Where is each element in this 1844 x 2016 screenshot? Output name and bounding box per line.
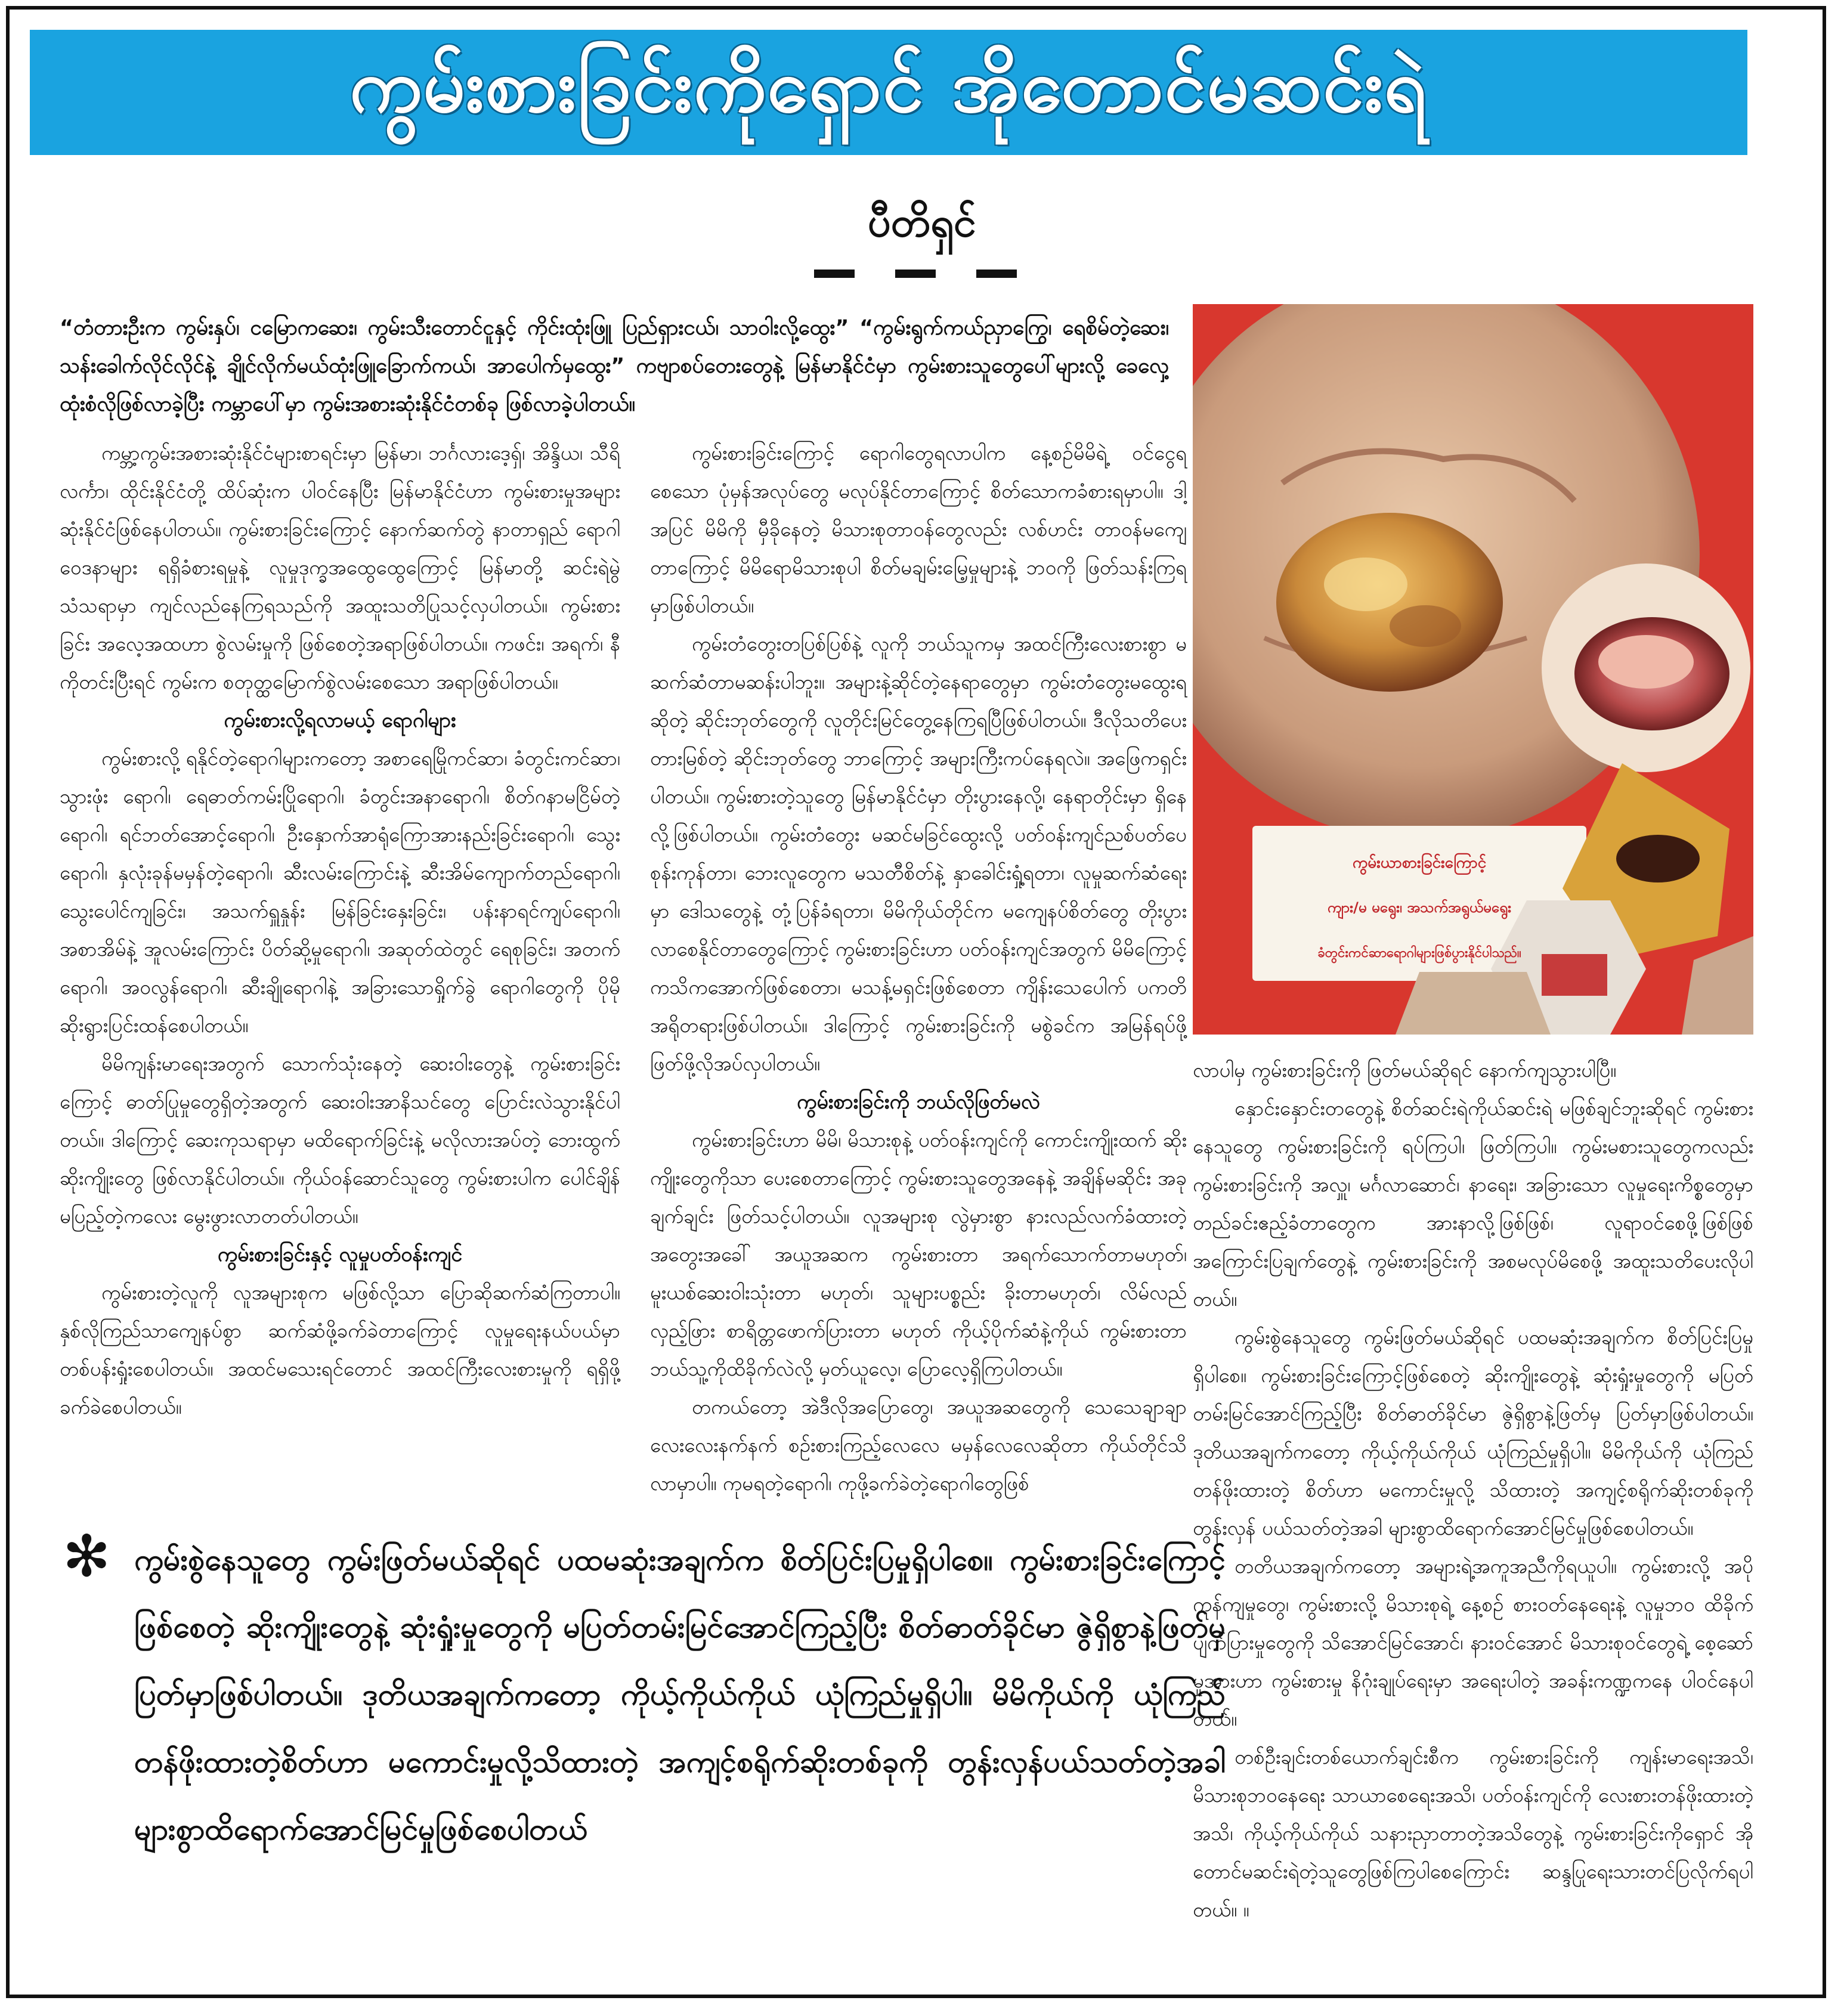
title-banner xyxy=(30,30,1747,155)
byline-underline xyxy=(814,270,1017,281)
paragraph: ကွမ်းစားလို့ ရနိုင်တဲ့ရောဂါများကတော့ အစာရေမြိုကင်ဆာ၊ ခံတွင်းကင်ဆာ၊ သွားဖုံး ရောဂါ၊ ရေဓာတ်ကမ်းပြိုရောဂါ၊ ခံတွင်းအနာရောဂါ၊ စိတ်ဂနာမငြိမ်တဲ့ရောဂါ၊ ရင်ဘတ်အောင့်ရောဂါ၊ ဦးနှောက်အာရုံကြောအားနည်းခြင်းရောဂါ၊ သွေးရောဂါ၊ နှလုံးခုန်မမှန်တဲ့ရောဂါ၊ ဆီးလမ်းကြောင်းနဲ့ ဆီးအိမ်ကျောက်တည်ရောဂါ၊ သွေးပေါင်ကျခြင်း၊ အသက်ရှူနှုန်း မြန်ခြင်းနှေးခြင်း၊ ပန်းနာရင်ကျပ်ရောဂါ၊ အစာအိမ်နဲ့ အူလမ်းကြောင်း ပိတ်ဆို့မှုရောဂါ၊ အဆုတ်ထဲတွင် ရေစုခြင်း၊ အတက်ရောဂါ၊ အဝလွန်ရောဂါ၊ ဆီးချိုရောဂါနဲ့ အခြားသောရှိုက်ခွဲ ရောဂါတွေကို ပိုမိုဆိုးရွားပြင်းထန်စေပါတယ်။ xyxy=(60,747,620,1037)
section-heading: ကွမ်းစားလို့ရလာမယ့် ရောဂါများ xyxy=(224,708,456,732)
intro-paragraph: “တံတားဦးက ကွမ်းနှပ်၊ ငမြောကဆေး၊ ကွမ်းသီးတောင်ငူနှင့် ကိုင်းထုံးဖြူ ပြည်ရှားငယ်၊ သာဝါးလို့ထွေး” “ကွမ်းရွက်ကယ်ညှာကြွေ၊ ရေစိမ်တဲ့ဆေး၊ သန်းခေါက်လိုင်လိုင်နဲ့ ချိုင်လိုက်မယ်ထုံးဖြူခြောက်ကယ်၊ အာပေါက်မှထွေး” ကဗျာစပ်တေးတွေနဲ့ မြန်မာနိုင်ငံမှာ ကွမ်းစားသူတွေပေါ်များလို့ ခေလှေ့ထုံးစံလိုဖြစ်လာခဲ့ပြီး ကမ္ဘာပေါ်မှာ ကွမ်းအစားဆုံးနိုင်ငံတစ်ခု ဖြစ်လာခဲ့ပါတယ်။ xyxy=(60,316,1169,416)
paragraph: ကွမ်းစားခြင်းဟာ မိမိ၊ မိသားစုနဲ့ ပတ်ဝန်းကျင်ကို ကောင်းကျိုးထက် ဆိုးကျိုးတွေကိုသာ ပေးစေတာကြောင့် ကွမ်းစားသူတွေအနေနဲ့ အချိန်မဆိုင်း အခုချက်ချင်း ဖြတ်သင့်ပါတယ်။ လူအများစု လွဲမှားစွာ နားလည်လက်ခံထားတဲ့ အတွေးအခေါ် အယူအဆက ကွမ်းစားတာ အရက်သောက်တာမဟုတ်၊ မူးယစ်ဆေးဝါးသုံးတာ မဟုတ်၊ သူများပစ္စည်း ခိုးတာမဟုတ်၊ လိမ်လည်လှည့်ဖြား စာရိတ္တဖောက်ပြားတာ မဟုတ် ကိုယ့်ပိုက်ဆံနဲ့ကိုယ် ကွမ်းစားတာ ဘယ်သူ့ကိုထိခိုက်လဲလို့ မှတ်ယူလေ့၊ ပြောလေ့ရှိကြပါတယ်။ xyxy=(650,1128,1187,1380)
poster-line-1: ကွမ်းယာစားခြင်းကြောင့် xyxy=(1352,854,1487,872)
paragraph: ကွမ်းတံတွေးတပြစ်ပြစ်နဲ့ လူကို ဘယ်သူကမှ အထင်ကြီးလေးစားစွာ မဆက်ဆံတာမဆန်းပါဘူး။ အများနဲ့ဆိုင်တဲ့နေရာတွေမှာ ကွမ်းတံတွေးမထွေးရဆိုတဲ့ ဆိုင်းဘုတ်တွေကို လူတိုင်းမြင်တွေ့နေကြရပြီဖြစ်ပါတယ်။ ဒီလိုသတိပေးတားမြစ်တဲ့ ဆိုင်းဘုတ်တွေ ဘာကြောင့် အများကြီးကပ်နေရလဲ။ အဖြေကရှင်းပါတယ်။ ကွမ်းစားတဲ့သူတွေ မြန်မာနိုင်ငံမှာ တိုးပွားနေလို့၊ နေရာတိုင်းမှာ ရှိနေလို့ဖြစ်ပါတယ်။ ကွမ်းတံတွေး မဆင်မခြင်ထွေးလို့ ပတ်ဝန်းကျင်ညစ်ပတ်ပေစုန်းကုန်တာ၊ ဘေးလူတွေက မသတီစိတ်နဲ့ နှာခေါင်းရှုံ့ရတာ၊ လူမှုဆက်ဆံရေးမှာ ဒေါသတွေနဲ့ တုံ့ပြန်ခံရတာ၊ မိမိကိုယ်တိုင်က မကျေနပ်စိတ်တွေ တိုးပွားလာစေနိုင်တာတွေကြောင့် ကွမ်းစားခြင်းဟာ ပတ်ဝန်းကျင်အတွက် မိမိကြောင့် ကသိကအောက်ဖြစ်စေတာ၊ မသန့်မရှင်းဖြစ်စေတာ ကျိန်းသေပေါက် ပကတိအရိုတရားဖြစ်ပါတယ်။ ဒါကြောင့် ကွမ်းစားခြင်းကို မစွဲခင်က အမြန်ရပ်ဖို့ ဖြတ်ဖို့လိုအပ်လှပါတယ်။ xyxy=(650,632,1187,1075)
paragraph: နှောင်းနှောင်းတတွေနဲ့ စိတ်ဆင်းရဲကိုယ်ဆင်းရဲ မဖြစ်ချင်ဘူးဆိုရင် ကွမ်းစားနေသူတွေ ကွမ်းစားခြင်းကို ရပ်ကြပါ၊ ဖြတ်ကြပါ။ ကွမ်းမစားသူတွေကလည်း ကွမ်းစားခြင်းကို အလှူ၊ မင်္ဂလာဆောင်၊ နာရေး၊ အခြားသော လူမှုရေးကိစ္စတွေမှာ တည်ခင်းဧည့်ခံတာတွေက အားနာလို့ဖြစ်ဖြစ်၊ လူရာဝင်စေဖို့ဖြစ်ဖြစ် အကြောင်းပြချက်တွေနဲ့ ကွမ်းစားခြင်းကို အစမလုပ်မိစေဖို့ အထူးသတိပေးလိုပါတယ်။ xyxy=(1193,1097,1753,1311)
paragraph: ကွမ်းစွဲနေသူတွေ ကွမ်းဖြတ်မယ်ဆိုရင် ပထမဆုံးအချက်က စိတ်ပြင်းပြမှုရှိပါစေ။ ကွမ်းစားခြင်းကြောင့်ဖြစ်စေတဲ့ ဆိုးကျိုးတွေနဲ့ ဆုံးရှုံးမှုတွေကို မပြတ်တမ်းမြင်အောင်ကြည့်ပြီး စိတ်ဓာတ်ခိုင်မာ ဇွဲရှိစွာနဲ့ဖြတ်မှ ပြတ်မှာဖြစ်ပါတယ်။ ဒုတိယအချက်ကတော့ ကိုယ့်ကိုယ်ကိုယ် ယုံကြည်မှုရှိပါ။ မိမိကိုယ်ကို ယုံကြည်တန်ဖိုးထားတဲ့ စိတ်ဟာ မကောင်းမှုလို့ သိထားတဲ့ အကျင့်စရိုက်ဆိုးတစ်ခုကို တွန်းလှန် ပယ်သတ်တဲ့အခါ များစွာထိရောက်အောင်မြင်မှုဖြစ်စေပါတယ်။ xyxy=(1193,1326,1753,1540)
paragraph: ကမ္ဘာ့ကွမ်းအစားဆုံးနိုင်ငံများစာရင်းမှာ မြန်မာ၊ ဘင်္ဂလားဒေ့ရှ်၊ အိန္ဒိယ၊ သီရိလင်္ကာ၊ ထိုင်းနိုင်ငံတို့ ထိပ်ဆုံးက ပါဝင်နေပြီး မြန်မာနိုင်ငံဟာ ကွမ်းစားမှုအများဆုံးနိုင်ငံဖြစ်နေပါတယ်။ ကွမ်းစားခြင်းကြောင့် နောက်ဆက်တွဲ နာတာရှည် ရောဂါဝေဒနာများ ရရှိခံစားရမှုနဲ့ လူမှုဒုက္ခအထွေထွေကြောင့် မြန်မာတို့ ဆင်းရဲမွဲသံသရာမှာ ကျင်လည်နေကြရသည်ကို အထူးသတိပြုသင့်လှပါတယ်။ ကွမ်းစားခြင်း အလေ့အထဟာ စွဲလမ်းမှုကို ဖြစ်စေတဲ့အရာဖြစ်ပါတယ်။ ကဖင်း၊ အရက်၊ နီကိုတင်းပြီးရင် ကွမ်းက စတုတ္ထမြောက်စွဲလမ်းစေသော အရာဖြစ်ပါတယ်။ xyxy=(60,441,620,693)
oral-cancer-photo xyxy=(1193,304,1753,1035)
author-name: ပီတိရှင် xyxy=(868,199,976,246)
byline xyxy=(0,197,1844,256)
section-heading: ကွမ်းစားခြင်းကို ဘယ်လိုဖြတ်မလဲ xyxy=(797,1090,1040,1114)
paragraph: တတိယအချက်ကတော့ အများရဲ့အကူအညီကိုရယူပါ။ ကွမ်းစားလို့ အပိုကုန်ကျမှုတွေ၊ ကွမ်းစားလို့ မိသားစုရဲ့ နေ့စဉ် စားဝတ်နေရေးနဲ့ လူမှုဘဝ ထိခိုက်ပျက်ပြားမှုတွေကို သိအောင်မြင်အောင်၊ နားဝင်အောင် မိသားစုဝင်တွေရဲ့ စေ့ဆော်မှုအားဟာ ကွမ်းစားမှု နိဂုံးချုပ်ရေးမှာ အရေးပါတဲ့ အခန်းကဏ္ဍကနေ ပါဝင်နေပါတယ်။ xyxy=(1193,1554,1753,1730)
paragraph: တစ်ဦးချင်းတစ်ယောက်ချင်းစီက ကွမ်းစားခြင်းကို ကျန်းမာရေးအသိ၊ မိသားစုဘဝနေရေး သာယာစေရေးအသိ၊ ပတ်ဝန်းကျင်ကို လေးစားတန်ဖိုးထားတဲ့အသိ၊ ကိုယ့်ကိုယ်ကိုယ် သနားညှာတာတဲ့အသိတွေနဲ့ ကွမ်းစားခြင်းကိုရှောင် အိုတောင်မဆင်းရဲတဲ့သူတွေဖြစ်ကြပါစေကြောင်း ဆန္ဒပြုရေးသားတင်ပြလိုက်ရပါတယ်။ ။ xyxy=(1193,1745,1753,1921)
poster-line-3: ခံတွင်းကင်ဆာရောဂါများဖြစ်ပွားနိုင်ပါသည်။ xyxy=(1317,946,1521,961)
paragraph: ကွမ်းစားခြင်းကြောင့် ရောဂါတွေရလာပါက နေ့စဉ်မိမိရဲ့ ဝင်ငွေရစေသော ပုံမှန်အလုပ်တွေ မလုပ်နိုင်တာကြောင့် စိတ်သောကခံစားရမှာပါ။ ဒါ့အပြင် မိမိကို မှီခိုနေတဲ့ မိသားစုတာဝန်တွေလည်း လစ်ဟင်း တာဝန်မကျေတာကြောင့် မိမိရောမိသားစုပါ စိတ်မချမ်းမြေ့မှုများနဲ့ ဘဝကို ဖြတ်သန်းကြရမှာဖြစ်ပါတယ်။ xyxy=(650,441,1187,617)
paragraph: တကယ်တော့ အဲဒီလိုအပြောတွေ၊ အယူအဆတွေကို သေသေချာချာ လေးလေးနက်နက် စဉ်းစားကြည့်လေလေ မမှန်လေလေဆိုတာ ကိုယ်တိုင်သိလာမှာပါ။ ကုမရတဲ့ရောဂါ၊ ကုဖို့ခက်ခဲတဲ့ရောဂါတွေဖြစ် xyxy=(650,1395,1187,1495)
paragraph: ကွမ်းစားတဲ့လူကို လူအများစုက မဖြစ်လို့သာ ပြောဆိုဆက်ဆံကြတာပါ။ နှစ်လိုကြည်သာကျေနပ်စွာ ဆက်ဆံဖို့ခက်ခဲတာကြောင့် လူမှုရေးနယ်ပယ်မှာ တစ်ပန်းရှုံးစေပါတယ်။ အထင်မသေးရင်တောင် အထင်ကြီးလေးစားမှုကို ရရှိဖို့ ခက်ခဲစေပါတယ်။ xyxy=(60,1281,620,1419)
paragraph: မိမိကျန်းမာရေးအတွက် သောက်သုံးနေတဲ့ ဆေးဝါးတွေနဲ့ ကွမ်းစားခြင်းကြောင့် ဓာတ်ပြုမှုတွေရှိတဲ့အတွက် ဆေးဝါးအာနိသင်တွေ ပြောင်းလဲသွားနိုင်ပါတယ်။ ဒါကြောင့် ဆေးကုသရာမှာ မထိရောက်ခြင်းနဲ့ မလိုလားအပ်တဲ့ ဘေးထွက်ဆိုးကျိုးတွေ ဖြစ်လာနိုင်ပါတယ်။ ကိုယ်ဝန်ဆောင်သူတွေ ကွမ်းစားပါက ပေါင်ချိန်မပြည့်တဲ့ကလေး မွေးဖွားလာတတ်ပါတယ်။ xyxy=(60,1052,620,1228)
page-title: ကွမ်းစားခြင်းကိုရှောင် အိုတောင်မဆင်းရဲ xyxy=(349,42,1428,129)
column-right xyxy=(1193,1051,1753,1929)
paragraph: လာပါမှ ကွမ်းစားခြင်းကို ဖြတ်မယ်ဆိုရင် နောက်ကျသွားပါပြီ။ xyxy=(1193,1058,1617,1082)
photo-collage xyxy=(1193,304,1753,1035)
pull-quote-text: ကွမ်းစွဲနေသူတွေ ကွမ်းဖြတ်မယ်ဆိုရင် ပထမဆုံးအချက်က စိတ်ပြင်းပြမှုရှိပါစေ။ ကွမ်းစားခြင်းကြောင့်ဖြစ်စေတဲ့ ဆိုးကျိုးတွေနဲ့ ဆုံးရှုံးမှုတွေကို မပြတ်တမ်းမြင်အောင်ကြည့်ပြီး စိတ်ဓာတ်ခိုင်မာ ဇွဲရှိစွာနဲ့ဖြတ်မှ ပြတ်မှာဖြစ်ပါတယ်။ ဒုတိယအချက်ကတော့ ကိုယ့်ကိုယ်ကိုယ် ယုံကြည်မှုရှိပါ။ မိမိကိုယ်ကို ယုံကြည်တန်ဖိုးထားတဲ့စိတ်ဟာ မကောင်းမှုလို့သိထားတဲ့ အကျင့်စရိုက်ဆိုးတစ်ခုကို တွန်းလှန်ပယ်သတ်တဲ့အခါ များစွာထိရောက်အောင်မြင်မှုဖြစ်စေပါတယ် xyxy=(134,1543,1226,1847)
section-heading: ကွမ်းစားခြင်းနှင့် လူမှုပတ်ဝန်းကျင် xyxy=(217,1243,463,1266)
leaf-photo-hex xyxy=(1396,972,1551,1035)
asterisk-icon: ✻ xyxy=(63,1523,111,1590)
poster-line-2: ကျား/မ မရွေး၊ အသက်အရွယ်မရွေး xyxy=(1327,899,1512,916)
column-left xyxy=(60,434,620,1426)
column-middle xyxy=(650,434,1187,1503)
